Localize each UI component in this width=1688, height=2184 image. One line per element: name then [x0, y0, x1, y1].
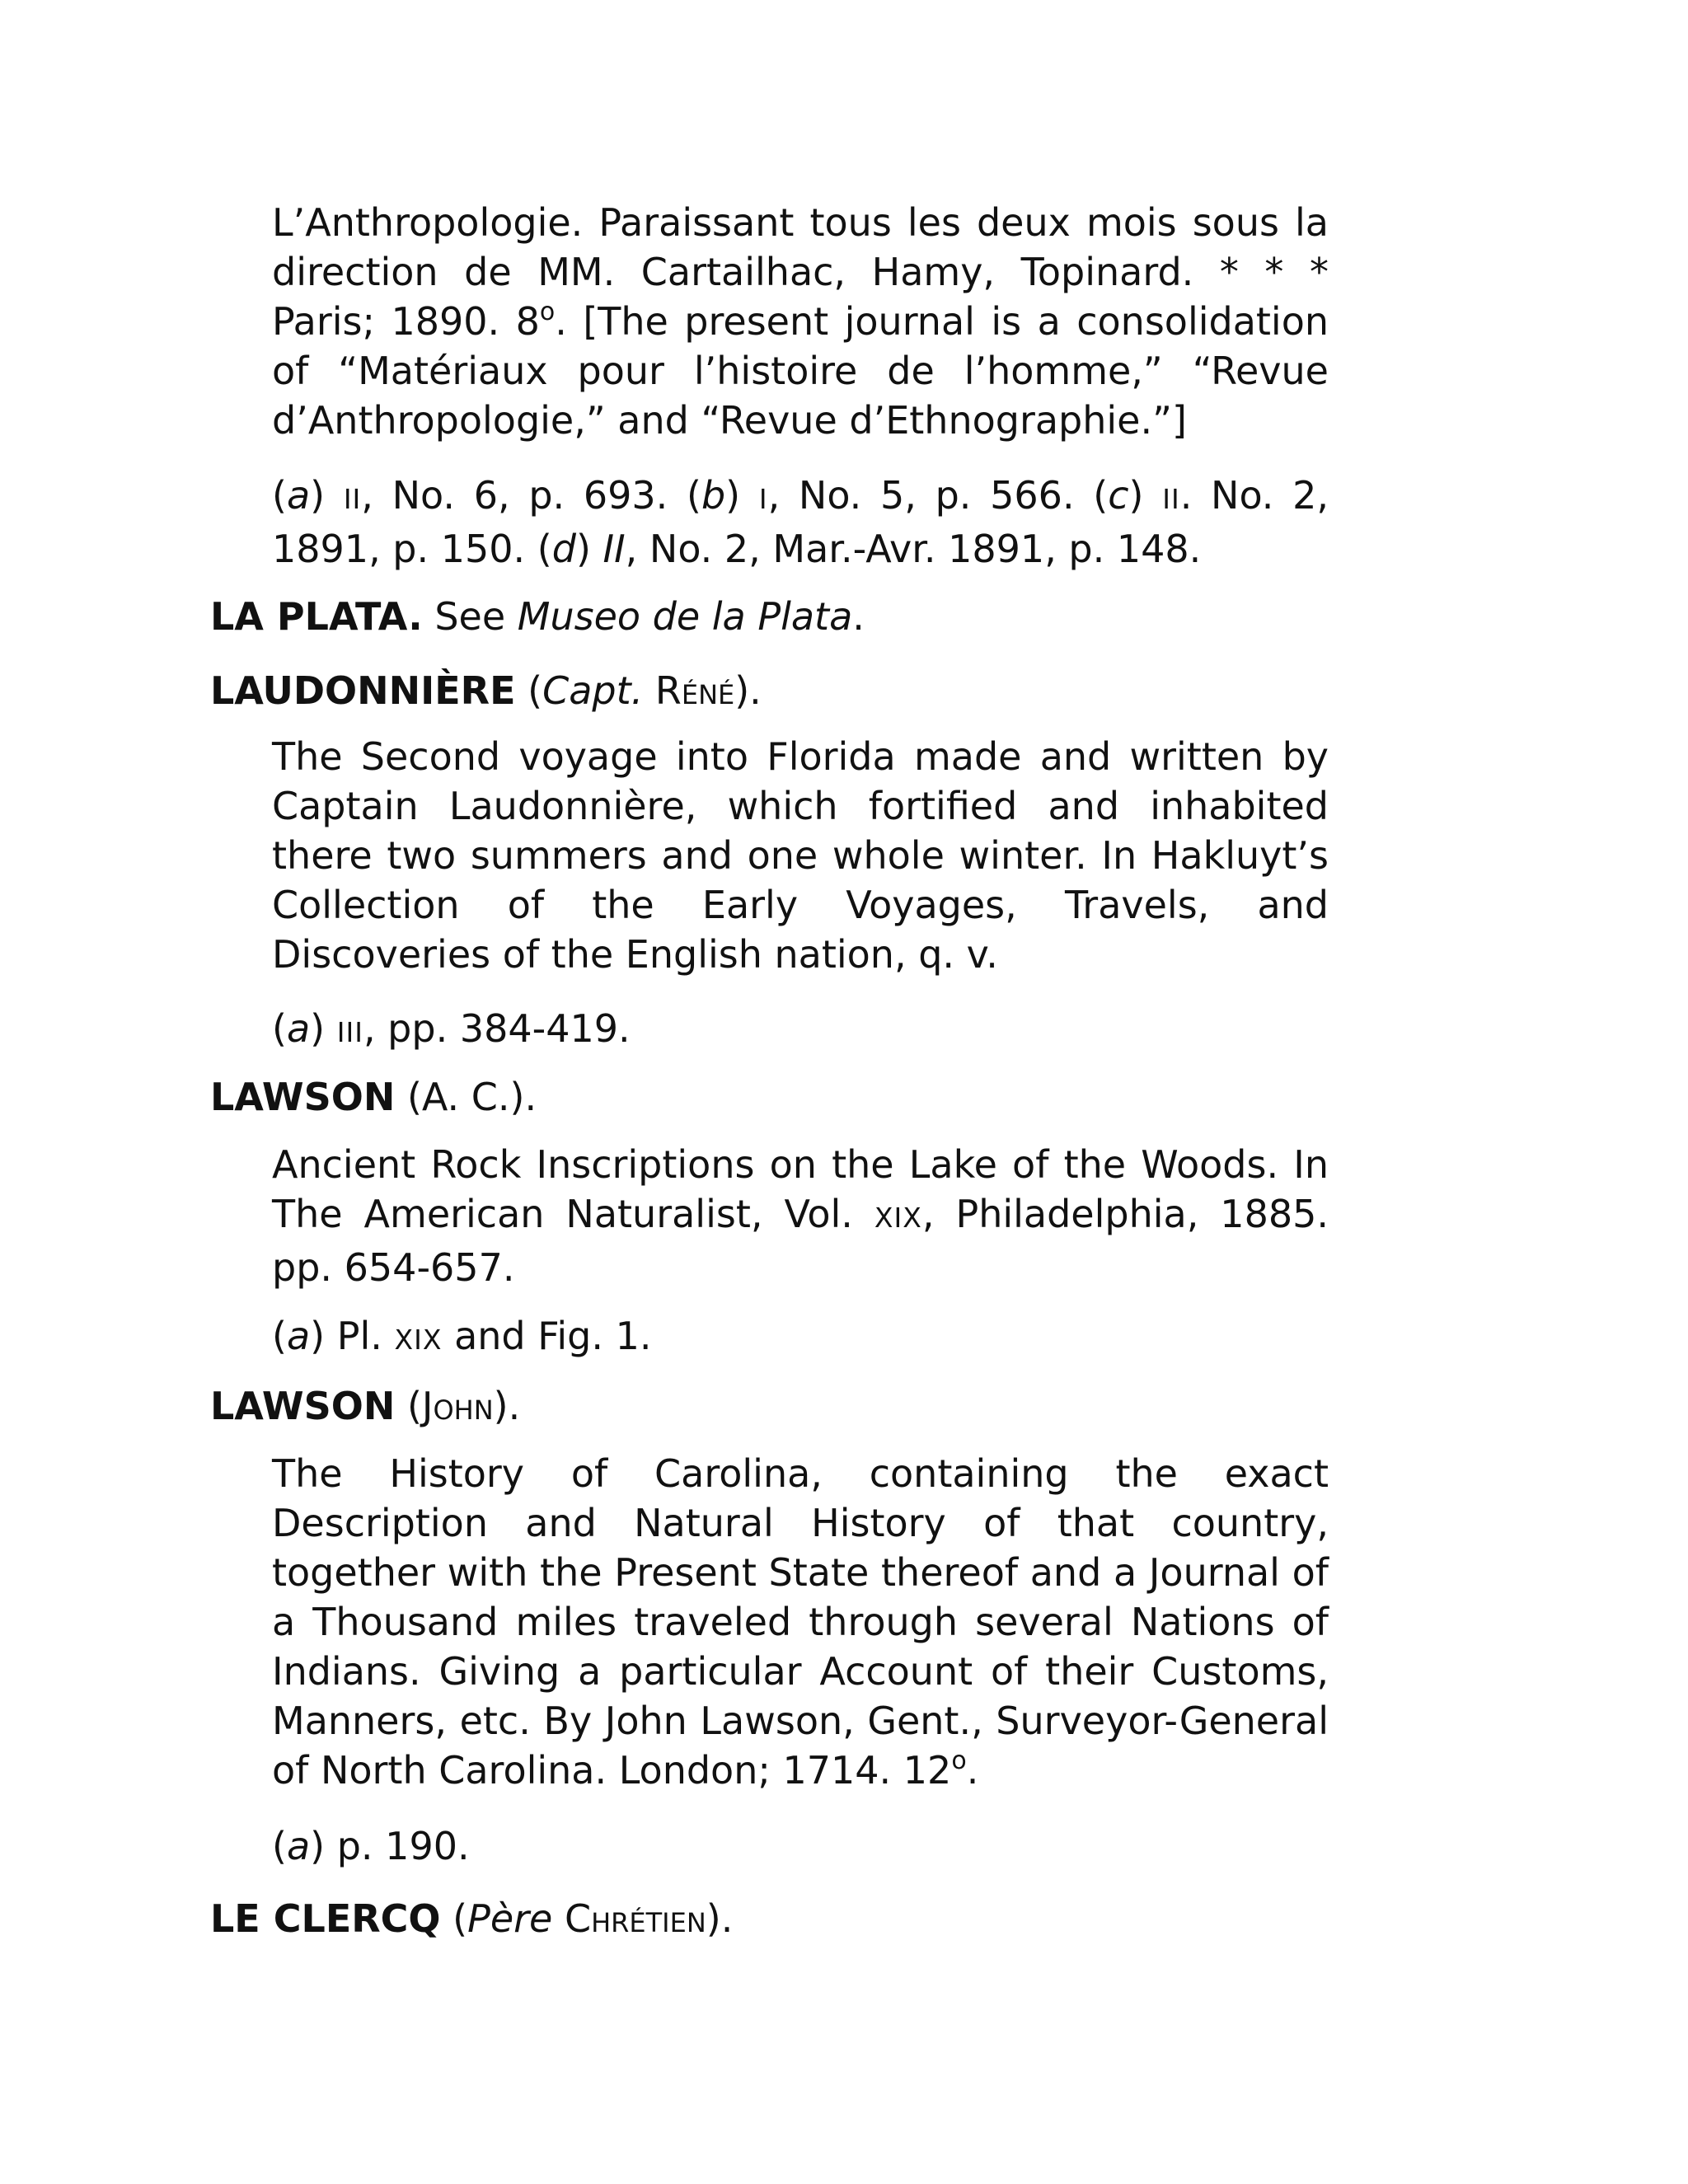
ref-text: p. 190.	[325, 1824, 470, 1868]
entry-heading: LAWSON	[210, 1384, 396, 1428]
punctuation: (	[515, 668, 543, 713]
entry-laudonniere-reference: (a) III, pp. 384-419.	[272, 1006, 631, 1051]
ref-text: , pp. 384-419.	[363, 1006, 631, 1051]
entry-lawson-john-description	[272, 1449, 1329, 1795]
punctuation: (	[395, 1384, 422, 1428]
ref-text: , No. 5, p. 566. (	[767, 473, 1109, 518]
ref-volume: I	[758, 483, 768, 515]
ref-label: a	[286, 1824, 311, 1868]
ref-label: d	[551, 527, 576, 571]
entry-heading: LA PLATA.	[210, 594, 423, 639]
ref-label: a	[286, 1006, 311, 1051]
description-text: , Philadelphia, 1885. pp. 654-657.	[272, 1192, 1329, 1290]
description-text: Ancient Rock Inscriptions on the Lake of the Woods. In The American Naturalist, Vol.	[272, 1142, 1329, 1236]
space	[643, 668, 655, 713]
author-given-name: Chrétien	[565, 1896, 706, 1941]
author-given-name: Réné	[654, 668, 735, 713]
entry-anthropologie-references: (a) II, No. 6, p. 693. (b) I, No. 5, p. 566. (c) II. No. 2, 1891, p. 150. (d) II, No. 2, Mar.-Avr. 1891, p. 148.	[272, 473, 1329, 571]
entry-heading: LAWSON	[210, 1075, 396, 1119]
ref-text: , No. 6, p. 693. (	[361, 473, 701, 518]
ref-volume: II	[1162, 483, 1180, 515]
entry-laudonniere-heading	[210, 666, 1364, 715]
ref-label: a	[286, 1314, 311, 1358]
punctuation: .	[852, 594, 865, 639]
description-text: The History of Carolina, containing the exact Description and Natural History of that country, together with the Present State thereof and a Journal of a Thousand miles traveled through several Nations of Indians. Giving a particular Account of their Customs, Manners, etc. By John Lawson, Gent., Surveyor-General of North Carolina. London; 1714. 12	[272, 1451, 1329, 1793]
description-text: L’Anthropologie. Paraissant tous les deux mois sous la direction de MM. Cartailhac, Hamy, Topinard. * * * Paris; 1890. 8	[272, 200, 1329, 344]
ref-label: a	[286, 473, 311, 518]
volume-number: XIX	[874, 1202, 922, 1234]
author-title: Père	[467, 1896, 553, 1941]
description-text: The Second voyage into Florida made and written by Captain Laudonnière, which fortified and inhabited there two summers and one whole winter. In Hakluyt’s Collection of the Early Voyages, Travels, and Discoveries of the English nation, q. v.	[272, 734, 1329, 977]
entry-heading: LAUDONNIÈRE	[210, 668, 516, 713]
punctuation: ).	[734, 668, 762, 713]
ref-volume: II	[603, 527, 626, 571]
entry-lawson-ac-description	[272, 1140, 1329, 1292]
punctuation: (	[440, 1896, 468, 1941]
entry-heading: LE CLERCQ	[210, 1896, 441, 1941]
entry-lawson-ac-reference: (a) Pl. XIX and Fig. 1.	[272, 1314, 652, 1358]
description-text: .	[966, 1748, 979, 1793]
entry-anthropologie-description	[272, 198, 1329, 445]
punctuation: ).	[493, 1384, 521, 1428]
entry-laudonniere-description	[272, 732, 1329, 979]
ref-label: c	[1108, 473, 1129, 518]
cross-reference: Museo de la Plata	[517, 594, 853, 639]
punctuation: ).	[706, 1896, 734, 1941]
author-title: Capt.	[542, 668, 644, 713]
ref-volume: II	[343, 483, 362, 515]
ref-text: . No. 2, 1891, p. 150. (	[272, 473, 1329, 571]
ref-text: Pl.	[325, 1314, 395, 1358]
author-given-name: John	[421, 1384, 494, 1428]
superscript: o	[539, 298, 556, 326]
see-text: See	[422, 594, 518, 639]
entry-lawson-john-reference: (a) p. 190.	[272, 1824, 470, 1868]
space	[552, 1896, 565, 1941]
ref-volume: III	[336, 1016, 363, 1048]
description-text: . [The present journal is a consolidation of “Matériaux pour l’histoire de l’homme,” “Revue d’Anthropologie,” and “Revue d’Ethnographie.”]	[272, 299, 1329, 443]
superscript: o	[951, 1746, 967, 1775]
entry-lawson-john-heading	[210, 1381, 1364, 1431]
entry-lawson-ac-heading	[210, 1072, 1364, 1122]
entry-le-clercq-heading	[210, 1894, 1364, 1943]
ref-volume: XIX	[394, 1324, 443, 1356]
author-initials: (A. C.).	[395, 1075, 537, 1119]
entry-la-plata	[210, 592, 1364, 641]
ref-label: b	[701, 473, 726, 518]
ref-text: and Fig. 1.	[442, 1314, 652, 1358]
ref-text: , No. 2, Mar.-Avr. 1891, p. 148.	[625, 527, 1202, 571]
